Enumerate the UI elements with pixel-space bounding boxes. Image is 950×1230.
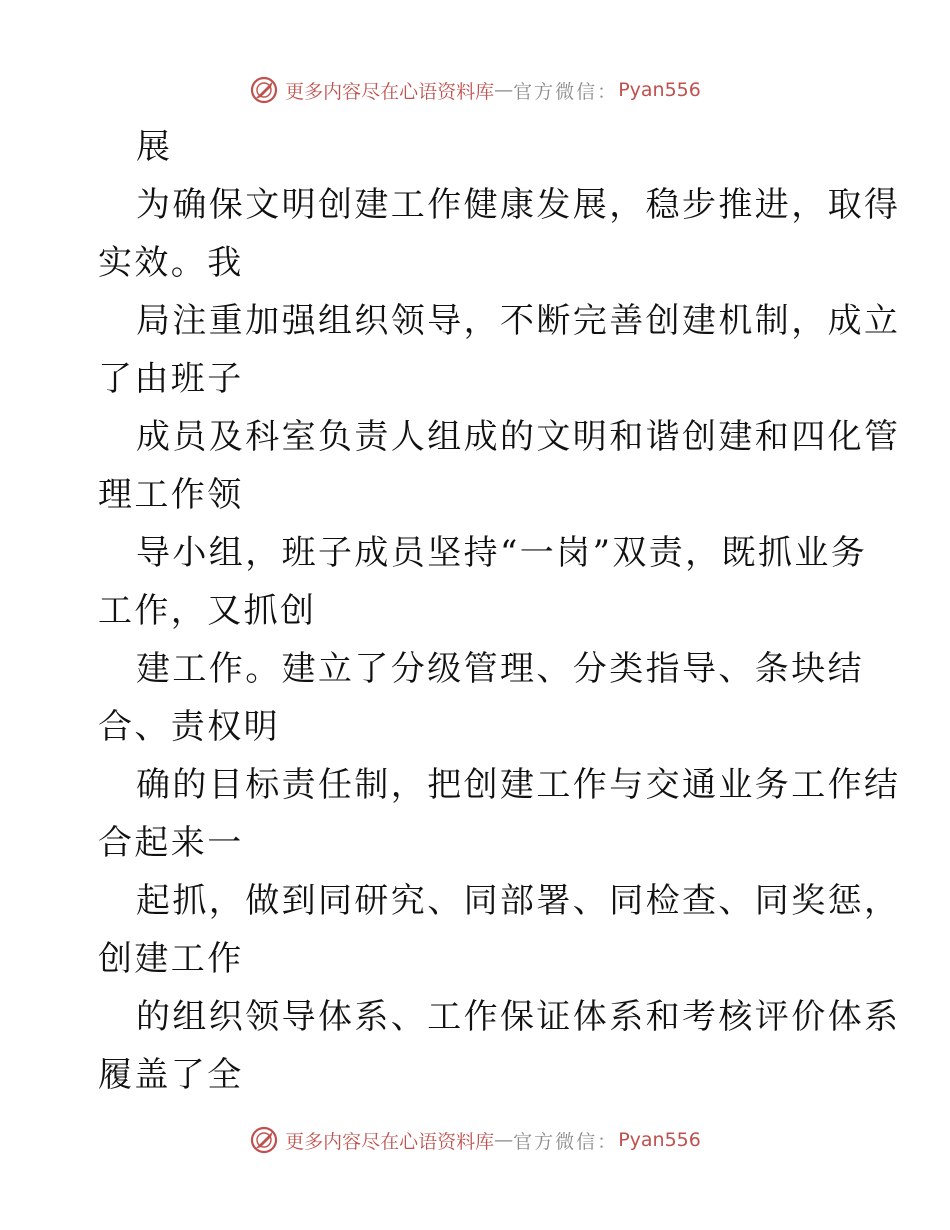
- body-line: 合起来一: [98, 823, 244, 863]
- body-line: 局注重加强组织领导，不断完善创建机制，成立: [136, 301, 901, 341]
- quill-seal-icon: [249, 1125, 279, 1155]
- watermark-brand: 更多内容尽在心语资料库: [285, 80, 495, 103]
- body-line: 确的目标责任制，把创建工作与交通业务工作结: [136, 765, 901, 805]
- body-line: 为确保文明创建工作健康发展，稳步推进，取得: [136, 185, 901, 225]
- body-line: 合、责权明: [98, 707, 280, 747]
- body-line: 起抓，做到同研究、同部署、同检查、同奖惩，: [136, 881, 901, 921]
- body-line: 实效。我: [98, 243, 244, 283]
- body-line: 工作，又抓创: [98, 591, 317, 631]
- body-line: 导小组，班子成员坚持“一岗”双责，既抓业务: [136, 533, 868, 573]
- body-line: 建工作。建立了分级管理、分类指导、条块结: [136, 649, 864, 689]
- header-watermark: [0, 70, 950, 110]
- quill-seal-icon: [249, 75, 279, 105]
- watermark-wechat-label: 官方微信：: [513, 1130, 619, 1153]
- body-line: 理工作领: [98, 475, 244, 515]
- watermark-wechat-label: 官方微信：: [513, 80, 619, 103]
- watermark-brand: 更多内容尽在心语资料库: [285, 1130, 495, 1153]
- body-line: 履盖了全: [98, 1055, 244, 1095]
- body-line: 展: [136, 127, 173, 167]
- body-line: 创建工作: [98, 939, 244, 979]
- watermark-separator: —: [494, 79, 514, 101]
- document-body: [98, 118, 901, 1104]
- watermark-separator: —: [494, 1129, 514, 1151]
- watermark-wechat-id: Pyan556: [618, 79, 701, 101]
- body-line: 成员及科室负责人组成的文明和谐创建和四化管: [136, 417, 901, 457]
- body-line: 的组织领导体系、工作保证体系和考核评价体系: [136, 997, 901, 1037]
- watermark-wechat-id: Pyan556: [618, 1129, 701, 1151]
- body-line: 了由班子: [98, 359, 244, 399]
- footer-watermark: [0, 1120, 950, 1160]
